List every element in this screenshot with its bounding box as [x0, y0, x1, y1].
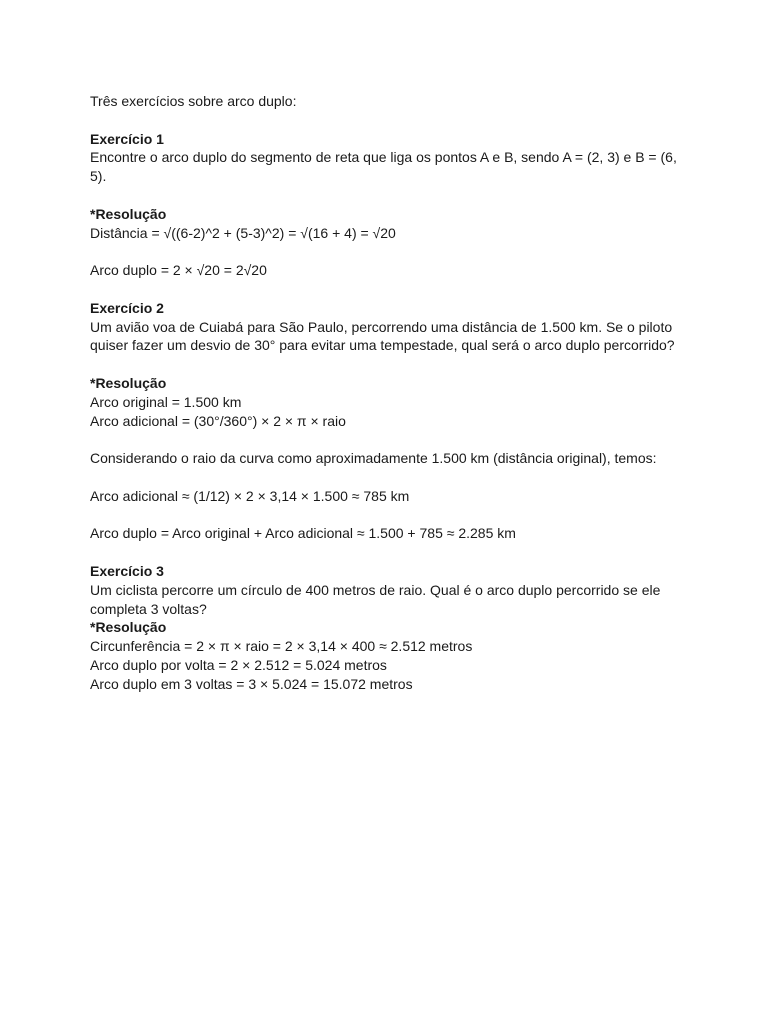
- exercise-1-line: Arco duplo = 2 × √20 = 2√20: [90, 262, 267, 279]
- exercise-2-resolution-heading: *Resolução: [90, 374, 167, 391]
- exercise-3-line: Circunferência = 2 × π × raio = 2 × 3,14 × 400 ≈ 2.512 metros: [90, 638, 473, 655]
- spacer: [90, 111, 690, 130]
- spacer: [90, 355, 690, 374]
- spacer: [90, 280, 690, 299]
- intro-text: Três exercícios sobre arco duplo:: [90, 93, 297, 109]
- exercise-3-heading: Exercício 3: [90, 562, 164, 579]
- spacer: [90, 543, 690, 562]
- spacer: [90, 186, 690, 205]
- exercise-2-line: Arco original = 1.500 km: [90, 393, 242, 410]
- spacer: [90, 430, 690, 449]
- spacer: [90, 468, 690, 487]
- spacer: [90, 506, 690, 525]
- exercise-2-statement: Um avião voa de Cuiabá para São Paulo, percorrendo uma distância de 1.500 km. Se o piloto quiser fazer um desvio de 30° para evitar uma tempestade, qual será o arco duplo percorrido?: [90, 318, 675, 354]
- spacer: [90, 242, 690, 261]
- exercise-2-line: Arco duplo = Arco original + Arco adicional ≈ 1.500 + 785 ≈ 2.285 km: [90, 525, 516, 542]
- exercise-3-line: Arco duplo em 3 voltas = 3 × 5.024 = 15.072 metros: [90, 675, 413, 692]
- exercise-1-statement: Encontre o arco duplo do segmento de reta que liga os pontos A e B, sendo A = (2, 3) e B = (6, 5).: [90, 149, 677, 185]
- document-body: [90, 92, 690, 694]
- exercise-1-resolution-heading: *Resolução: [90, 205, 167, 222]
- exercise-3-statement: Um ciclista percorre um círculo de 400 metros de raio. Qual é o arco duplo percorrido se ele completa 3 voltas?: [90, 581, 661, 617]
- exercise-2-line: Arco adicional = (30°/360°) × 2 × π × raio: [90, 412, 346, 429]
- exercise-2-heading: Exercício 2: [90, 299, 164, 316]
- exercise-3-line: Arco duplo por volta = 2 × 2.512 = 5.024 metros: [90, 656, 387, 673]
- exercise-3-resolution-heading: *Resolução: [90, 619, 167, 636]
- exercise-2-line: Arco adicional ≈ (1/12) × 2 × 3,14 × 1.500 ≈ 785 km: [90, 487, 410, 504]
- exercise-2-line: Considerando o raio da curva como aproximadamente 1.500 km (distância original), temos:: [90, 450, 657, 467]
- exercise-1-line: Distância = √((6-2)^2 + (5-3)^2) = √(16 + 4) = √20: [90, 224, 396, 241]
- exercise-1-heading: Exercício 1: [90, 130, 164, 147]
